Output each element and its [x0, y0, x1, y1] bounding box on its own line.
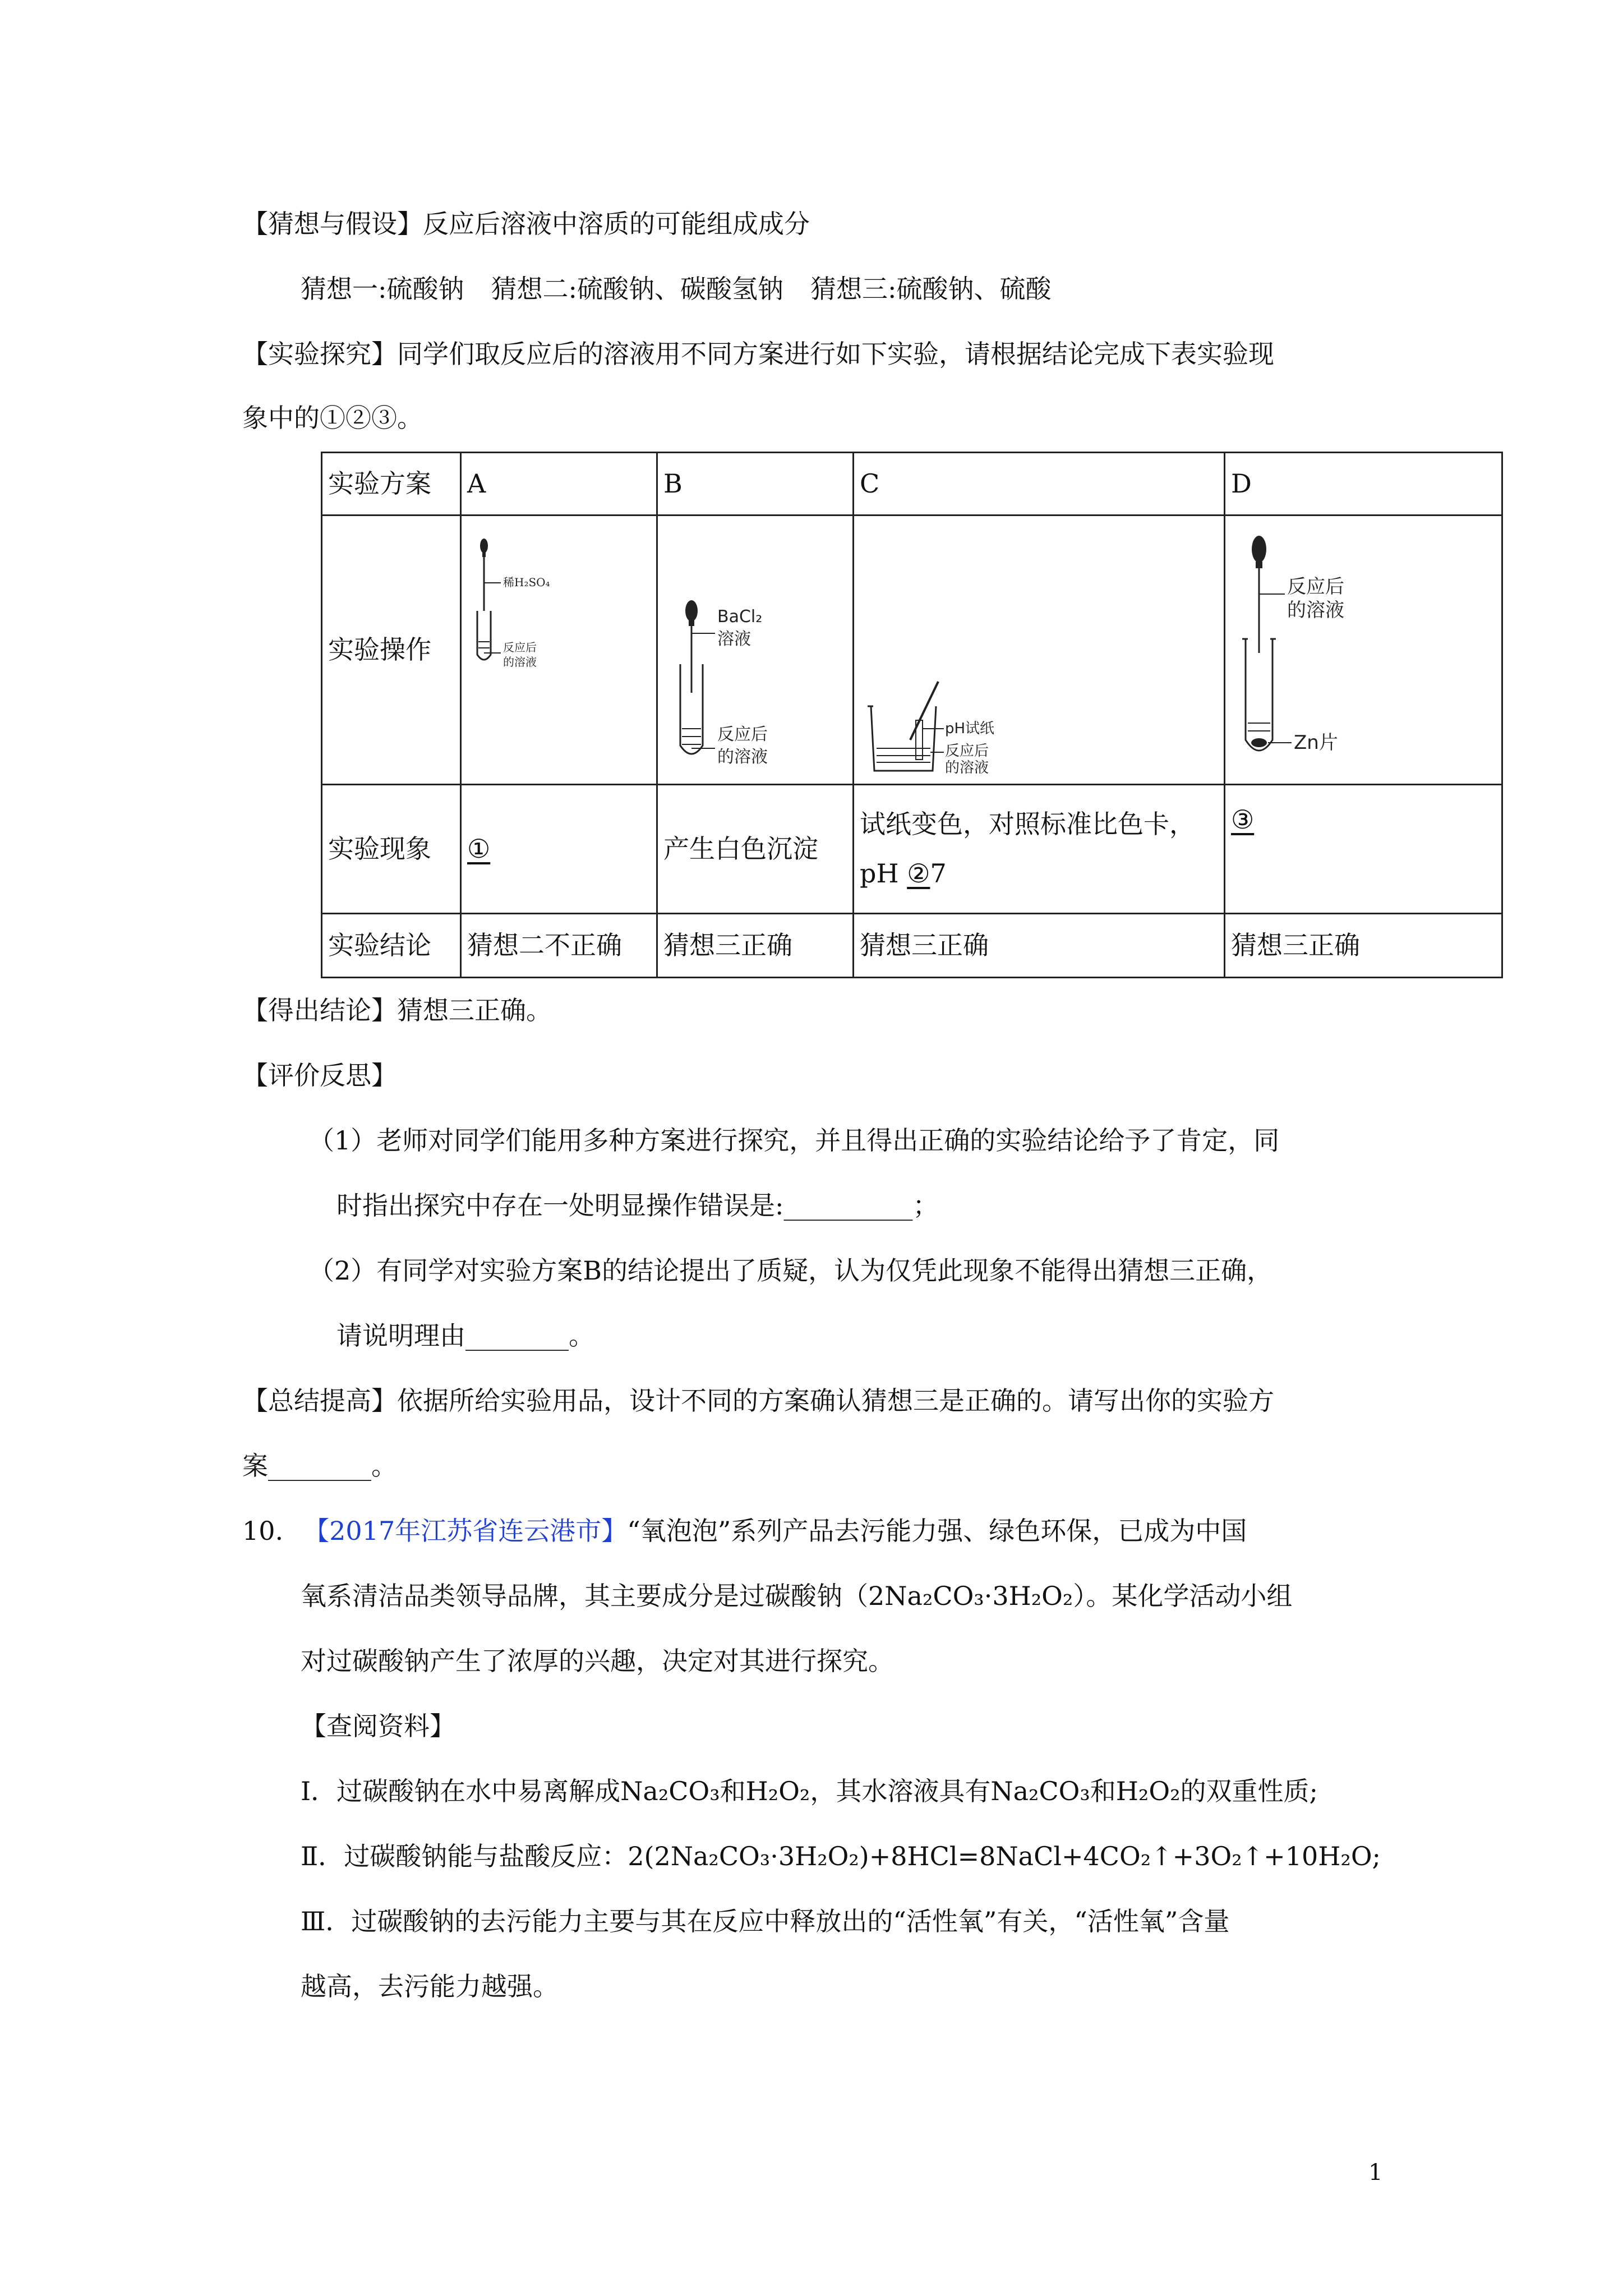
reflection-q2-line-2: 请说明理由________。 [336, 1320, 594, 1351]
conclusion-label: 实验结论 [322, 914, 461, 978]
summary-line-1: 【总结提高】依据所给实验用品，设计不同的方案确认猜想三是正确的。请写出你的实验方 [242, 1386, 1274, 1416]
header-cell-d: D [1225, 453, 1502, 516]
reflection-q1-line-2: 时指出探究中存在一处明显操作错误是:__________； [336, 1190, 939, 1221]
table-row-operation [322, 516, 1502, 785]
blank-marker-3: ③ [1231, 804, 1255, 835]
reflection-q2-line-1: （2）有同学对实验方案B的结论提出了质疑，认为仅凭此现象不能得出猜想三正确， [308, 1255, 1273, 1286]
phenomena-c-line-1: 试纸变色，对照标准比色卡， [860, 809, 1195, 840]
reference-title: 【查阅资料】 [301, 1711, 455, 1741]
header-cell: 实验方案 [322, 453, 461, 516]
question-10-text: “氧泡泡”系列产品去污能力强、绿色环保，已成为中国 [627, 1516, 1247, 1546]
question-10-line-3: 对过碳酸钠产生了浓厚的兴趣，决定对其进行探究。 [301, 1646, 894, 1676]
conclusion-a: 猜想二不正确 [461, 914, 657, 978]
phenomena-b: 产生白色沉淀 [657, 785, 854, 914]
reagent-label-b1: BaCl₂ [717, 606, 763, 627]
reagent-label-b2: 溶液 [717, 629, 751, 649]
phenomena-label: 实验现象 [322, 785, 461, 914]
reference-item-3-line-1: Ⅲ．过碳酸钠的去污能力主要与其在反应中释放出的“活性氧”有关，“活性氧”含量 [301, 1906, 1230, 1936]
operation-b [657, 516, 854, 785]
table-row-conclusion [322, 914, 1502, 978]
hypothesis-3: 猜想三:硫酸钠、硫酸 [810, 274, 1052, 304]
conclusion-c: 猜想三正确 [854, 914, 1225, 978]
phenomena-c [854, 785, 1225, 914]
question-10-line-2: 氧系清洁品类领导品牌，其主要成分是过碳酸钠（2Na₂CO₃·3H₂O₂）。某化学活动小组 [301, 1581, 1293, 1611]
dropper-test-tube-diagram-b [663, 527, 843, 774]
reference-item-3-line-2: 越高，去污能力越强。 [301, 1971, 559, 2001]
solution-label-a2: 的溶液 [503, 655, 537, 669]
explore-line-1: 【实验探究】同学们取反应后的溶液用不同方案进行如下实验，请根据结论完成下表实验现 [242, 339, 1274, 369]
solution-label-b1: 反应后 [717, 724, 768, 744]
phenomena-d [1225, 785, 1502, 914]
experiment-table [321, 452, 1503, 978]
phenomena-a [461, 785, 657, 914]
hypothesis-title: 【猜想与假设】反应后溶液中溶质的可能组成成分 [242, 209, 810, 239]
operation-d [1225, 516, 1502, 785]
blank-marker-2: ② [907, 858, 930, 889]
table-row-header [322, 453, 1502, 516]
zinc-label: Zn片 [1294, 731, 1338, 754]
solution-label-d1: 反应后 [1287, 575, 1344, 598]
dropper-zinc-diagram [1231, 527, 1495, 774]
result-line: 【得出结论】猜想三正确。 [242, 995, 552, 1025]
solution-label-c1: 反应后 [945, 742, 989, 760]
solution-label-d2: 的溶液 [1287, 599, 1344, 622]
ph-value: 7 [930, 858, 947, 889]
solution-label-a1: 反应后 [503, 640, 537, 654]
blank-marker-1: ① [467, 833, 491, 864]
operation-c [854, 516, 1225, 785]
hypothesis-1: 猜想一:硫酸钠 [301, 274, 464, 304]
ph-paper-label: pH试纸 [945, 720, 995, 737]
ph-text: pH [860, 858, 907, 889]
dropper-test-tube-diagram-a [467, 527, 647, 774]
table-row-phenomena [322, 785, 1502, 914]
question-source: 【2017年江苏省连云港市】 [303, 1516, 628, 1546]
question-10-line-1 [242, 1518, 1247, 1544]
hypothesis-options [301, 276, 1052, 302]
reference-item-2: Ⅱ．过碳酸钠能与盐酸反应：2(2Na₂CO₃·3H₂O₂)+8HCl=8NaCl+4CO₂↑+3O₂↑+10H₂O; [301, 1841, 1381, 1871]
solution-label-b2: 的溶液 [717, 747, 768, 767]
question-number: 10. [242, 1516, 284, 1546]
header-cell-c: C [854, 453, 1225, 516]
conclusion-d: 猜想三正确 [1225, 914, 1502, 978]
hypothesis-2: 猜想二:硫酸钠、碳酸氢钠 [491, 274, 783, 304]
reflection-title: 【评价反思】 [242, 1060, 397, 1091]
header-cell-b: B [657, 453, 854, 516]
beaker-ph-paper-diagram [860, 527, 1219, 774]
solution-label-c2: 的溶液 [945, 759, 989, 774]
page-number: 1 [1368, 2160, 1383, 2185]
header-cell-a: A [461, 453, 657, 516]
summary-line-2: 案________。 [242, 1451, 397, 1481]
phenomena-c-line-2 [860, 849, 1218, 898]
operation-label: 实验操作 [322, 516, 461, 785]
operation-a [461, 516, 657, 785]
reagent-label-a: 稀H₂SO₄ [503, 575, 550, 589]
reference-item-1: Ⅰ．过碳酸钠在水中易离解成Na₂CO₃和H₂O₂，其水溶液具有Na₂CO₃和H₂O₂的双重性质; [301, 1776, 1318, 1806]
conclusion-b: 猜想三正确 [657, 914, 854, 978]
reflection-q1-line-1: （1）老师对同学们能用多种方案进行探究，并且得出正确的实验结论给予了肯定，同 [308, 1125, 1280, 1156]
explore-line-2: 象中的①②③。 [242, 403, 423, 433]
